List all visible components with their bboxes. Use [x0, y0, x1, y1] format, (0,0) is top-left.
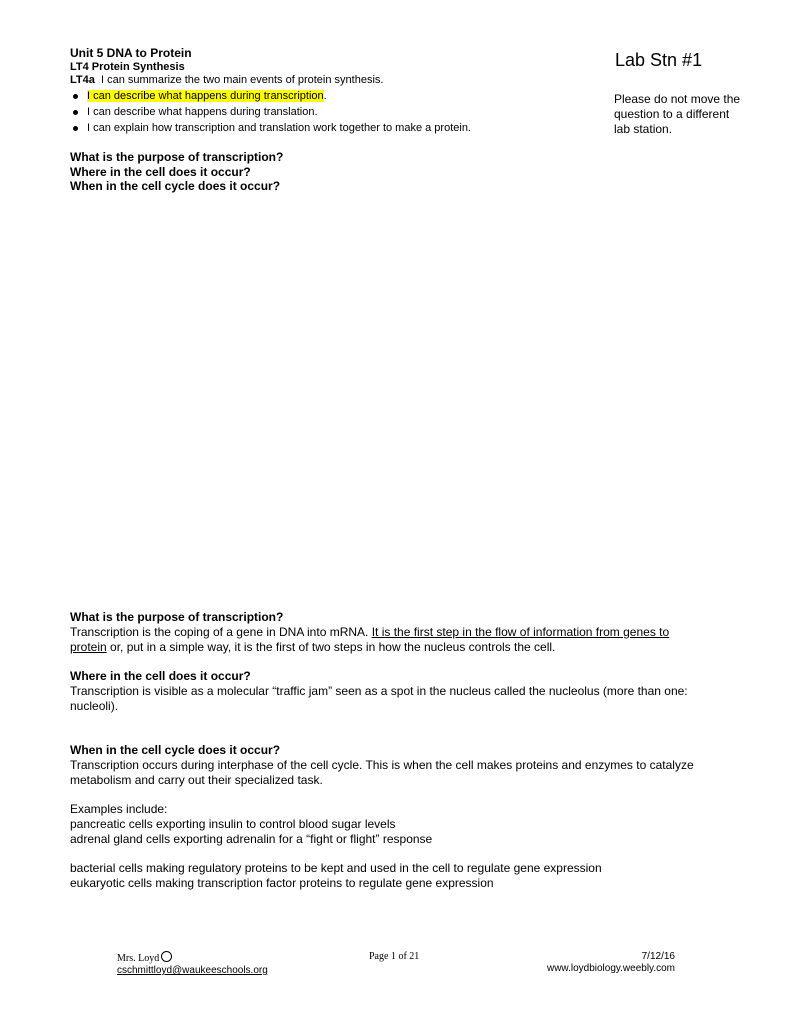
examples-heading: Examples include:	[70, 802, 168, 816]
bullet-item	[70, 89, 471, 105]
underlined-text: It is the first step in the flow of information from genes to	[371, 625, 670, 639]
underlined-text: protein	[70, 640, 107, 654]
footer-author: Mrs. Loyd	[117, 953, 160, 964]
answer-text: Transcription is the coping of a gene in DNA into mRNA.	[70, 625, 372, 639]
footer-website[interactable]: www.loydbiology.weebly.com	[546, 963, 675, 974]
answer-text: or, put in a simple way, it is the first of two steps in how the nucleus controls the cell.	[106, 640, 556, 654]
bullet-suffix: .	[323, 90, 327, 102]
answer-section	[70, 610, 730, 891]
footer-right	[547, 951, 675, 975]
answer-when: Transcription occurs during interphase of the cell cycle. This is when the cell makes proteins and enzymes to catalyze metabolism and carry out their specialized task.	[70, 758, 694, 787]
footer-email-link[interactable]: cschmittloyd@waukeeschools.org	[117, 965, 268, 976]
lt4a-text: I can summarize the two main events of protein synthesis.	[100, 74, 384, 86]
answer-question-purpose: What is the purpose of transcription?	[70, 610, 284, 624]
answer-question-when: When in the cell cycle does it occur?	[70, 743, 281, 757]
bullet-text: I can describe what happens during translation.	[87, 106, 318, 118]
lab-station-note: Please do not move the question to a different lab station.	[614, 92, 741, 136]
bullet-item	[70, 121, 471, 137]
footer-date: 7/12/16	[641, 951, 675, 962]
example-item: bacterial cells making regulatory proteins to be kept and used in the cell to regulate gene expression	[70, 861, 602, 875]
learning-target-bullets	[70, 89, 471, 137]
learning-target-lt4a	[70, 74, 383, 86]
footer-left	[117, 951, 268, 977]
question-when: When in the cell cycle does it occur?	[70, 179, 281, 193]
lab-station-title: Lab Stn #1	[615, 50, 703, 70]
answer-purpose	[70, 625, 730, 655]
unit-title: Unit 5 DNA to Protein	[70, 46, 192, 60]
learning-target-title: LT4 Protein Synthesis	[70, 61, 185, 73]
example-item: adrenal gland cells exporting adrenalin for a “fight or flight” response	[70, 832, 433, 846]
question-list	[70, 150, 283, 194]
lt4a-code: LT4a	[70, 74, 95, 86]
globe-icon	[161, 951, 172, 962]
footer-page-number: Page 1 of 21	[369, 951, 420, 962]
answer-question-where: Where in the cell does it occur?	[70, 669, 251, 683]
example-item: eukaryotic cells making transcription factor proteins to regulate gene expression	[70, 876, 494, 890]
question-where: Where in the cell does it occur?	[70, 164, 251, 179]
example-item: pancreatic cells exporting insulin to control blood sugar levels	[70, 817, 396, 831]
bullet-text: I can explain how transcription and translation work together to make a protein.	[87, 122, 471, 134]
bullet-item	[70, 105, 471, 121]
answer-where: Transcription is visible as a molecular “traffic jam” seen as a spot in the nucleus called the nucleolus (more than one: nucleoli).	[70, 684, 688, 713]
question-purpose: What is the purpose of transcription?	[70, 150, 284, 164]
highlighted-objective: I can describe what happens during transcription	[87, 90, 324, 102]
